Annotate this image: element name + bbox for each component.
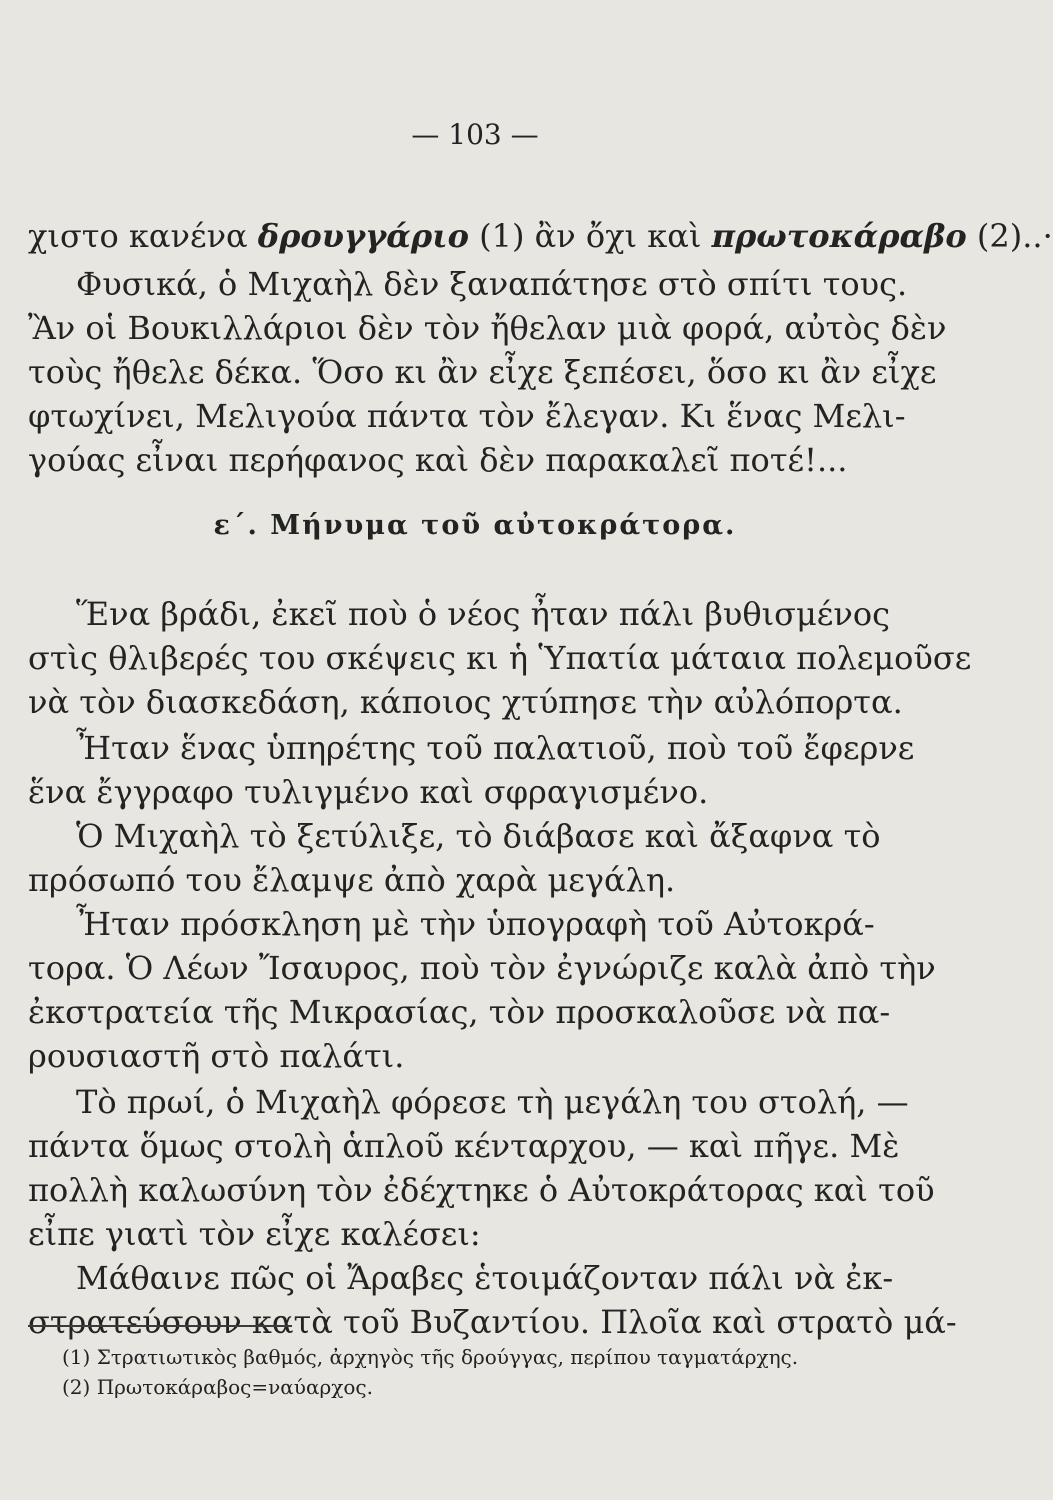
emphasized-term: πρωτοκάραβο xyxy=(711,217,967,255)
text-line: τοὺς ἤθελε δέκα. Ὅσο κι ἂν εἶχε ξεπέσει, ὅσο κι ἂν εἶχε xyxy=(28,353,937,391)
text-line: Ἕνα βράδι, ἐκεῖ ποὺ ὁ νέος ἦταν πάλι βυθισμένος xyxy=(76,595,891,633)
footnote-divider xyxy=(28,1325,292,1327)
text-line: Τὸ πρωί, ὁ Μιχαὴλ φόρεσε τὴ μεγάλη του στολή, — xyxy=(76,1083,909,1121)
text-line xyxy=(28,216,1053,256)
text-line: Μάθαινε πῶς οἱ Ἄραβες ἑτοιμάζονταν πάλι νὰ ἐκ- xyxy=(76,1259,894,1297)
text-line: Φυσικά, ὁ Μιχαὴλ δὲν ξαναπάτησε στὸ σπίτι τους. xyxy=(76,265,908,303)
page-number: — 103 — xyxy=(411,118,539,151)
text-line: πολλὴ καλωσύνη τὸν ἐδέχτηκε ὁ Αὐτοκράτορας καὶ τοῦ xyxy=(28,1171,935,1209)
text-line: πρόσωπό του ἔλαμψε ἀπὸ χαρὰ μεγάλη. xyxy=(28,861,676,899)
text-line: ρουσιαστῆ στὸ παλάτι. xyxy=(28,1037,405,1075)
text-line: εἶπε γιατὶ τὸν εἶχε καλέσει: xyxy=(28,1215,481,1253)
text-line: ἕνα ἔγγραφο τυλιγμένο καὶ σφραγισμένο. xyxy=(28,773,709,811)
text-line: στὶς θλιβερές του σκέψεις κι ἡ Ὑπατία μάταια πολεμοῦσε xyxy=(28,639,972,677)
text-span: χιστο κανένα xyxy=(28,217,258,255)
text-line: ἐκστρατεία τῆς Μικρασίας, τὸν προσκαλοῦσε νὰ πα- xyxy=(28,993,891,1031)
footnote: (2) Πρωτοκάραβος=ναύαρχος. xyxy=(62,1375,373,1399)
text-line: Ἦταν πρόσκληση μὲ τὴν ὑπογραφὴ τοῦ Αὐτοκρά- xyxy=(76,905,875,943)
text-span: (1) ἂν ὄχι καὶ xyxy=(468,217,712,255)
text-line: Ἦταν ἕνας ὑπηρέτης τοῦ παλατιοῦ, ποὺ τοῦ ἔφερνε xyxy=(76,729,915,767)
text-line: Ἂν οἱ Βουκιλλάριοι δὲν τὸν ἤθελαν μιὰ φορά, αὐτὸς δὲν xyxy=(28,309,947,347)
text-line: νὰ τὸν διασκεδάση, κάποιος χτύπησε τὴν αὐλόπορτα. xyxy=(28,683,903,721)
footnote: (1) Στρατιωτικὸς βαθμός, ἀρχηγὸς τῆς δρούγγας, περίπου ταγματάρχης. xyxy=(62,1345,799,1369)
emphasized-term: δρουγγάριο xyxy=(257,217,469,255)
text-line: στρατεύσουν κατὰ τοῦ Βυζαντίου. Πλοῖα καὶ στρατὸ μά- xyxy=(28,1303,957,1341)
text-line: φτωχίνει, Μελιγούα πάντα τὸν ἔλεγαν. Κι ἕνας Μελι- xyxy=(28,397,906,435)
section-heading: ε΄. Μήνυμα τοῦ αὐτοκράτορα. xyxy=(213,510,737,541)
text-line: πάντα ὅμως στολὴ ἁπλοῦ κένταρχου, — καὶ πῆγε. Μὲ xyxy=(28,1127,900,1165)
text-line: γούας εἶναι περήφανος καὶ δὲν παρακαλεῖ ποτέ!... xyxy=(28,441,848,479)
text-line: Ὁ Μιχαὴλ τὸ ξετύλιξε, τὸ διάβασε καὶ ἄξαφνα τὸ xyxy=(76,817,881,855)
text-line: τορα. Ὁ Λέων Ἴσαυρος, ποὺ τὸν ἐγνώριζε καλὰ ἀπὸ τὴν xyxy=(28,949,936,987)
text-span: (2)..· xyxy=(966,217,1053,255)
